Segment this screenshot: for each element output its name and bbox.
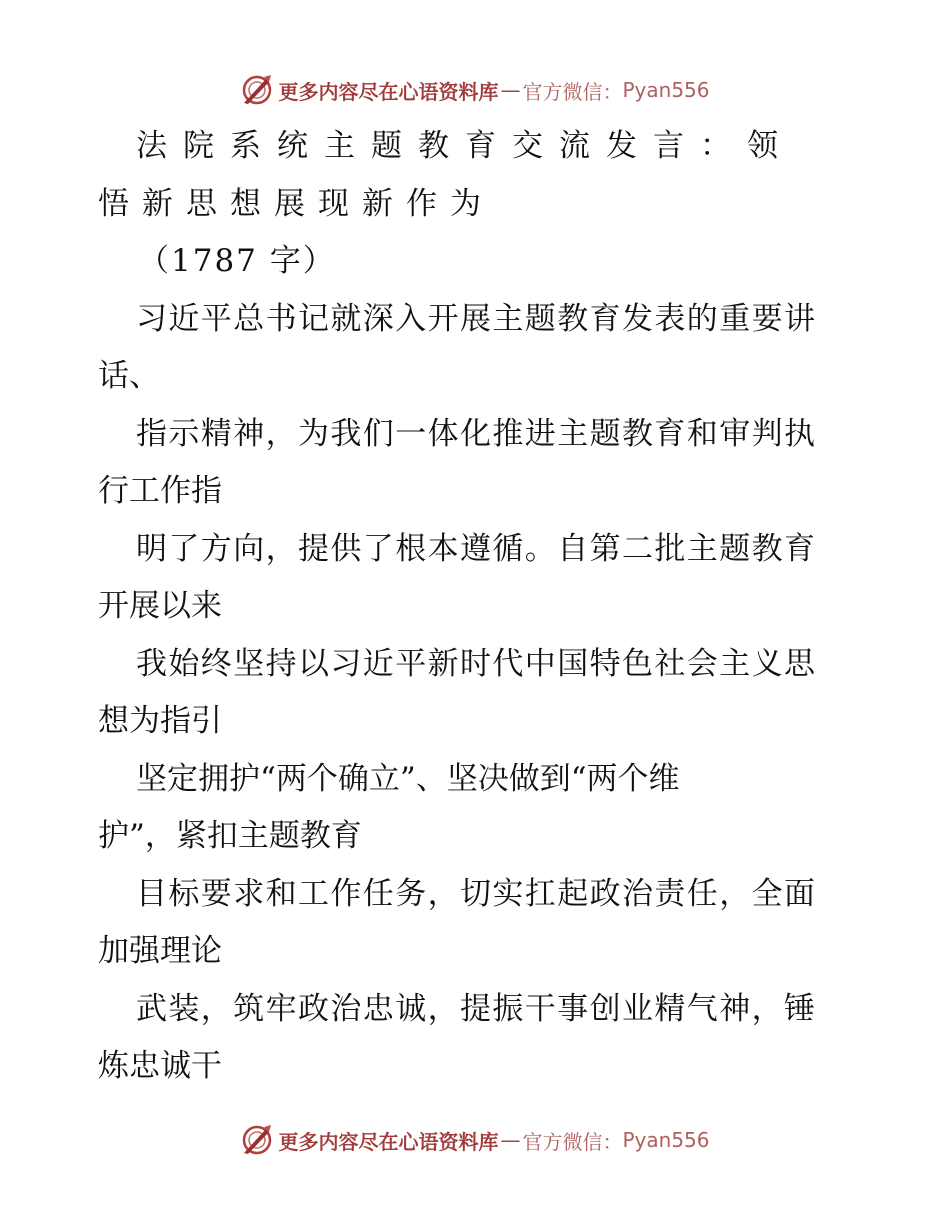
paragraph-line: 护”，紧扣主题教育	[98, 818, 362, 854]
banner-contact-id: Pyan556	[622, 1128, 710, 1152]
word-count: （1787 字）	[138, 243, 336, 279]
document-title-line-2: 悟新思想展现新作为	[98, 185, 494, 222]
document-body	[98, 118, 858, 1096]
document-title-line-1: 法院系统主题教育交流发言：领	[136, 128, 794, 164]
paragraph-line: 习近平总书记就深入开展主题教育发表的重要讲	[136, 300, 817, 337]
banner-separator: —	[500, 78, 521, 102]
banner-contact-label: 官方微信：	[522, 79, 623, 104]
paragraph-line: 指示精神，为我们一体化推进主题教育和审判执	[136, 415, 817, 452]
banner-contact-label: 官方微信：	[522, 1129, 623, 1154]
header-banner	[0, 70, 950, 110]
paragraph-line: 开展以来	[98, 588, 222, 624]
quill-logo-icon	[240, 1123, 274, 1157]
paragraph-line: 明了方向，提供了根本遵循。自第二批主题教育	[136, 530, 817, 567]
paragraph-line: 我始终坚持以习近平新时代中国特色社会主义思	[136, 645, 817, 682]
paragraph-line: 武装，筑牢政治忠诚，提振干事创业精气神，锤	[136, 990, 817, 1027]
banner-title: 更多内容尽在心语资料库	[278, 1129, 499, 1154]
paragraph-line: 话、	[98, 358, 160, 394]
paragraph-line: 行工作指	[98, 473, 222, 509]
paragraph-line: 炼忠诚干	[98, 1048, 222, 1084]
banner-title: 更多内容尽在心语资料库	[278, 79, 499, 104]
paragraph-line: 想为指引	[98, 703, 222, 739]
banner-separator: —	[500, 1128, 521, 1152]
quill-logo-icon	[240, 73, 274, 107]
footer-banner	[0, 1120, 950, 1160]
paragraph-line: 目标要求和工作任务，切实扛起政治责任，全面	[136, 875, 817, 912]
banner-contact-id: Pyan556	[622, 78, 710, 102]
paragraph-line: 加强理论	[98, 933, 222, 969]
paragraph-line: 坚定拥护“两个确立”、坚决做到“两个维	[136, 760, 680, 797]
